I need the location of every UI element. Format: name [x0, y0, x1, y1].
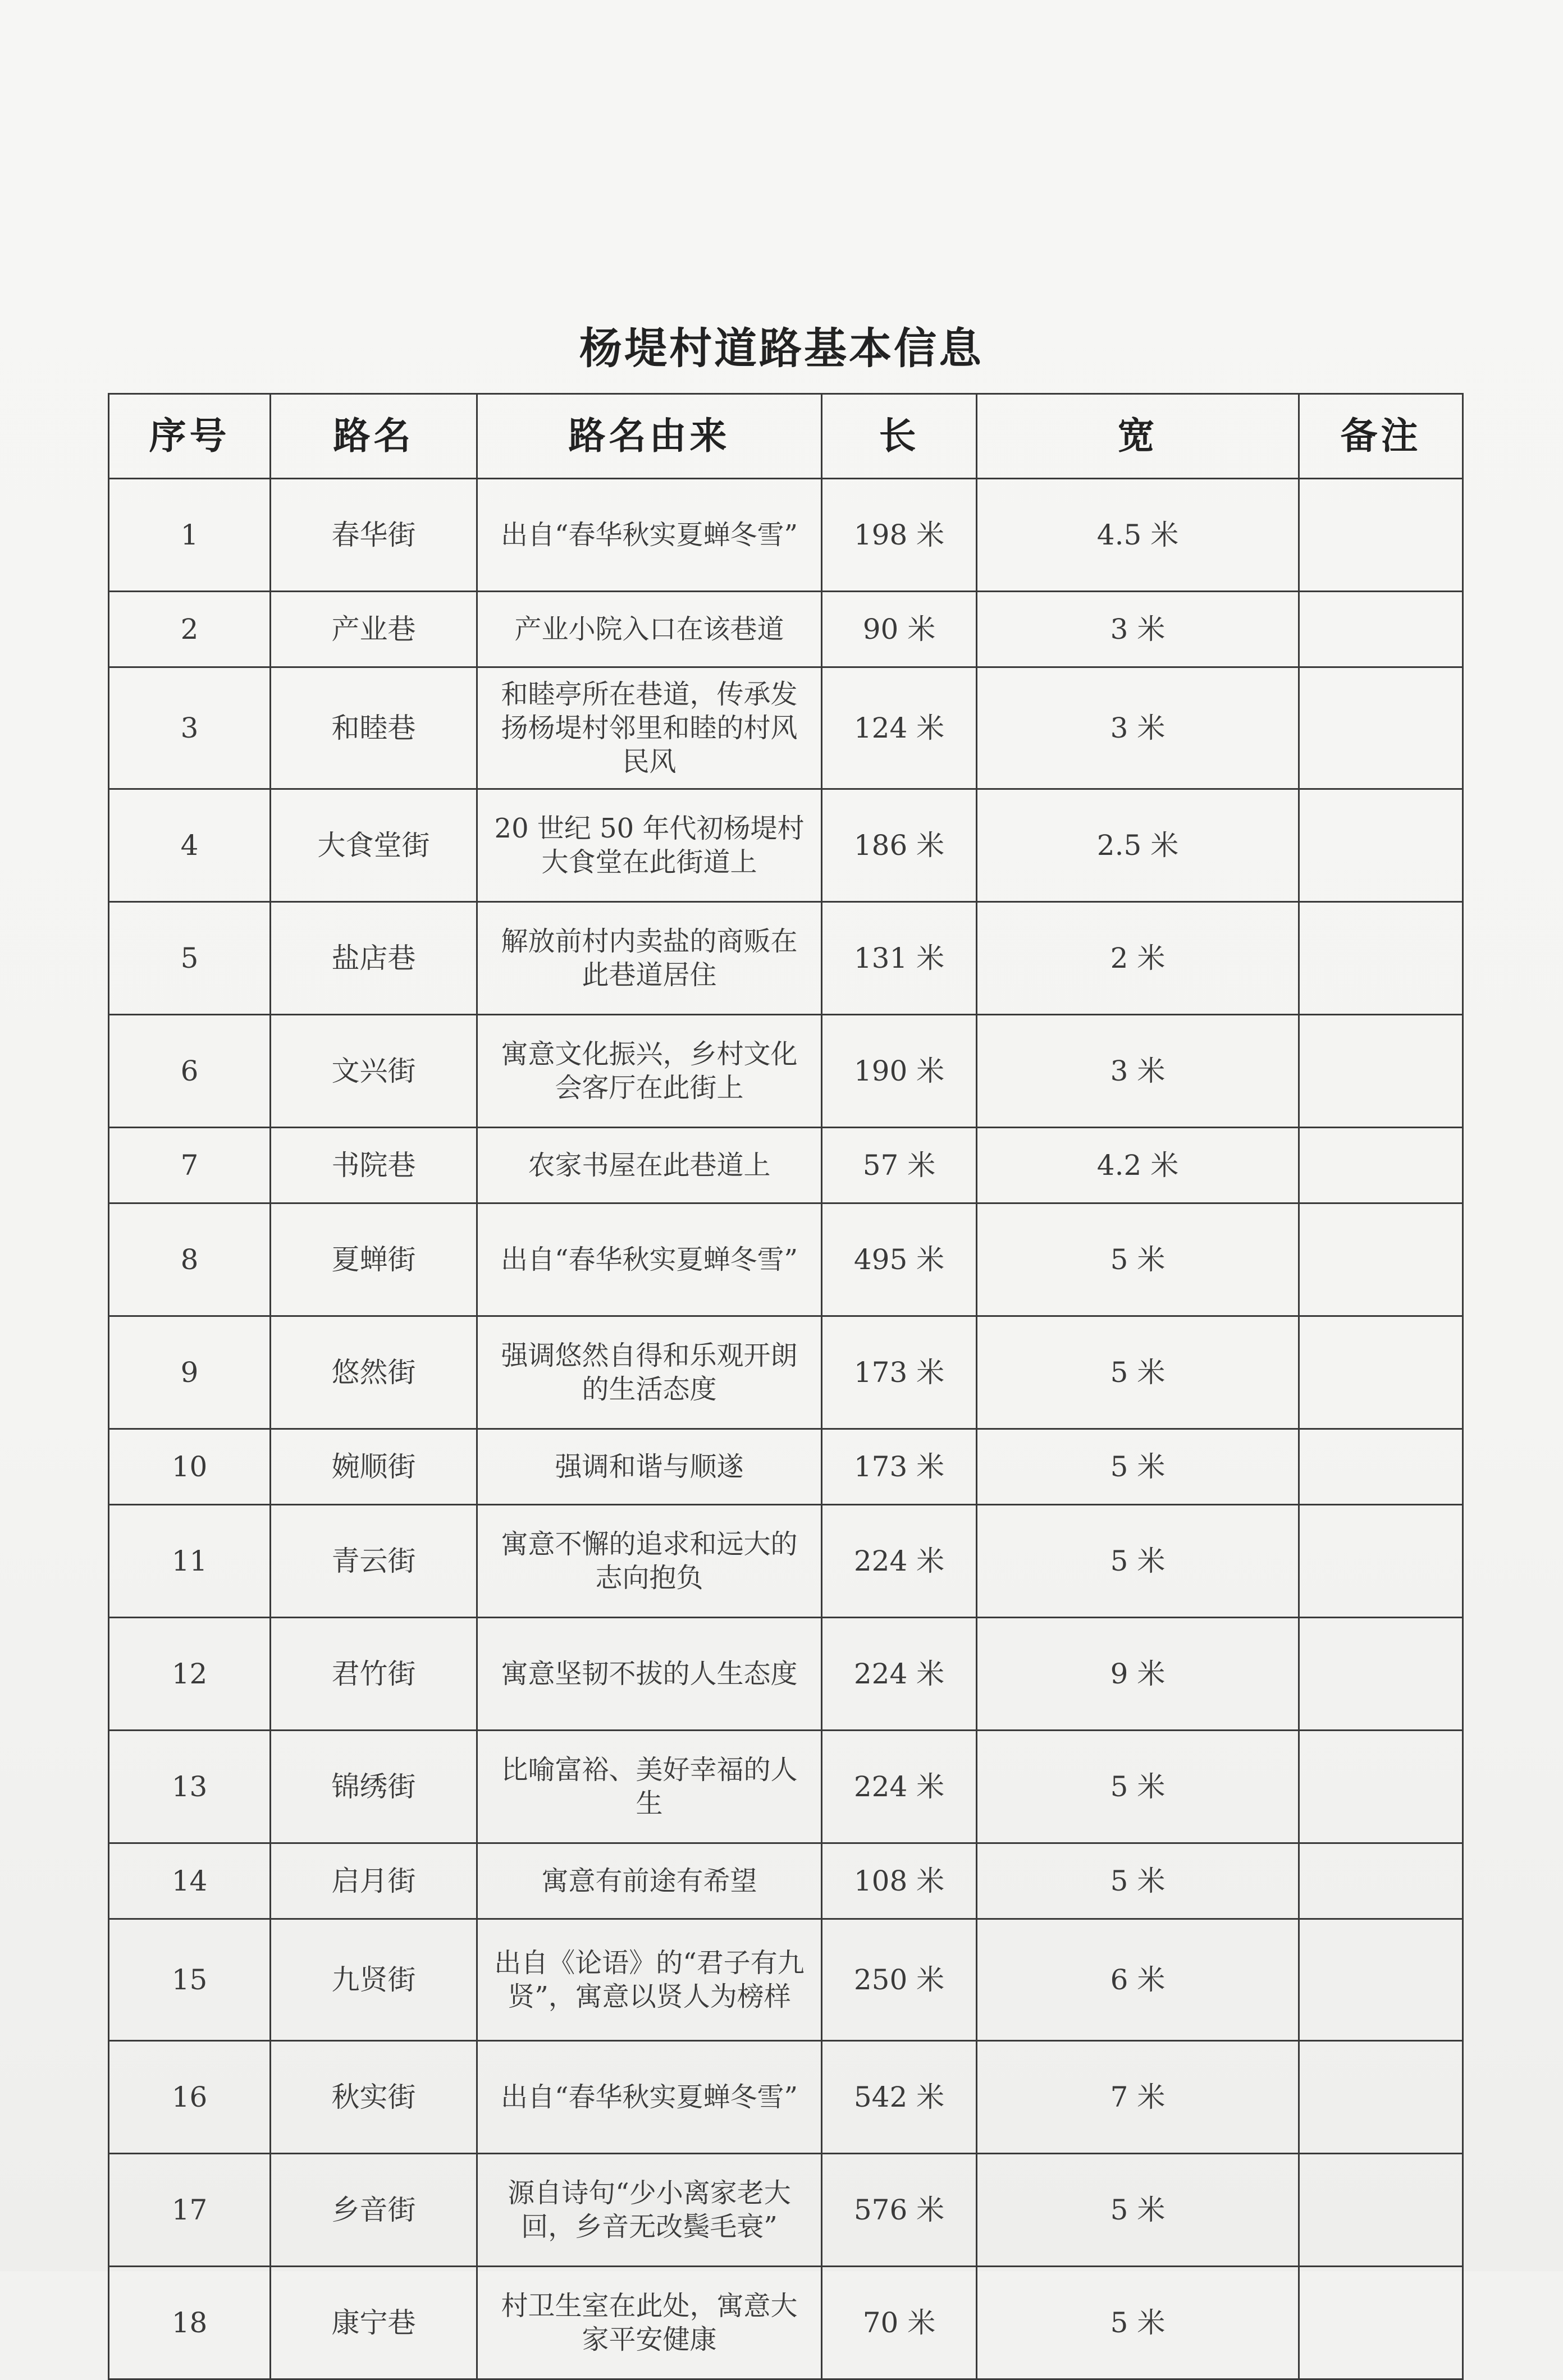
- cell-road-name: 秋实街: [271, 2041, 477, 2154]
- cell-seq: 5: [109, 902, 271, 1015]
- cell-seq: 10: [109, 1429, 271, 1505]
- cell-name-origin: 源自诗句“少小离家老大回，乡音无改鬓毛衰”: [477, 2154, 822, 2267]
- cell-length: 124 米: [822, 667, 977, 789]
- cell-road-name: 文兴街: [271, 1015, 477, 1128]
- header-seq: 序号: [109, 394, 271, 479]
- table-row: [109, 1843, 1463, 1919]
- cell-road-name: 青云街: [271, 1505, 477, 1618]
- table-row: [109, 592, 1463, 667]
- cell-width: 2 米: [977, 902, 1299, 1015]
- cell-road-name: 盐店巷: [271, 902, 477, 1015]
- cell-name-origin: 出自“春华秋实夏蝉冬雪”: [477, 2041, 822, 2154]
- cell-length: 57 米: [822, 1128, 977, 1203]
- cell-width: 5 米: [977, 1505, 1299, 1618]
- table-header-row: [109, 394, 1463, 479]
- cell-remark: [1299, 2041, 1463, 2154]
- cell-seq: 14: [109, 1843, 271, 1919]
- cell-seq: 8: [109, 1203, 271, 1316]
- cell-length: 70 米: [822, 2267, 977, 2379]
- header-remark: 备注: [1299, 394, 1463, 479]
- cell-length: 90 米: [822, 592, 977, 667]
- cell-remark: [1299, 1618, 1463, 1731]
- cell-name-origin: 20 世纪 50 年代初杨堤村大食堂在此街道上: [477, 789, 822, 902]
- cell-remark: [1299, 592, 1463, 667]
- table-row: [109, 1618, 1463, 1731]
- cell-name-origin: 寓意坚韧不拔的人生态度: [477, 1618, 822, 1731]
- cell-remark: [1299, 1505, 1463, 1618]
- cell-name-origin: 寓意有前途有希望: [477, 1843, 822, 1919]
- cell-length: 108 米: [822, 1843, 977, 1919]
- cell-remark: [1299, 1015, 1463, 1128]
- cell-road-name: 夏蝉街: [271, 1203, 477, 1316]
- table-row: [109, 1731, 1463, 1843]
- cell-remark: [1299, 2267, 1463, 2379]
- cell-road-name: 锦绣街: [271, 1731, 477, 1843]
- cell-length: 186 米: [822, 789, 977, 902]
- table-row: [109, 2154, 1463, 2267]
- table-row: [109, 1505, 1463, 1618]
- cell-length: 576 米: [822, 2154, 977, 2267]
- cell-width: 3 米: [977, 1015, 1299, 1128]
- cell-width: 6 米: [977, 1919, 1299, 2041]
- table-row: [109, 479, 1463, 592]
- cell-road-name: 悠然街: [271, 1316, 477, 1429]
- header-name: 路名: [271, 394, 477, 479]
- cell-width: 4.5 米: [977, 479, 1299, 592]
- cell-name-origin: 解放前村内卖盐的商贩在此巷道居住: [477, 902, 822, 1015]
- cell-width: 5 米: [977, 2267, 1299, 2379]
- cell-seq: 16: [109, 2041, 271, 2154]
- table-row: [109, 1128, 1463, 1203]
- cell-length: 495 米: [822, 1203, 977, 1316]
- cell-road-name: 启月街: [271, 1843, 477, 1919]
- cell-remark: [1299, 902, 1463, 1015]
- table-row: [109, 1203, 1463, 1316]
- cell-road-name: 大食堂街: [271, 789, 477, 902]
- cell-remark: [1299, 1128, 1463, 1203]
- cell-remark: [1299, 1203, 1463, 1316]
- table-row: [109, 2267, 1463, 2379]
- cell-road-name: 九贤街: [271, 1919, 477, 2041]
- cell-seq: 15: [109, 1919, 271, 2041]
- cell-road-name: 产业巷: [271, 592, 477, 667]
- table-row: [109, 789, 1463, 902]
- cell-width: 2.5 米: [977, 789, 1299, 902]
- cell-remark: [1299, 1316, 1463, 1429]
- cell-length: 542 米: [822, 2041, 977, 2154]
- header-origin: 路名由来: [477, 394, 822, 479]
- cell-seq: 9: [109, 1316, 271, 1429]
- cell-width: 3 米: [977, 667, 1299, 789]
- cell-length: 198 米: [822, 479, 977, 592]
- cell-width: 9 米: [977, 1618, 1299, 1731]
- cell-seq: 18: [109, 2267, 271, 2379]
- cell-seq: 7: [109, 1128, 271, 1203]
- cell-seq: 3: [109, 667, 271, 789]
- cell-length: 224 米: [822, 1731, 977, 1843]
- cell-name-origin: 和睦亭所在巷道，传承发扬杨堤村邻里和睦的村风民风: [477, 667, 822, 789]
- cell-road-name: 康宁巷: [271, 2267, 477, 2379]
- table-row: [109, 1919, 1463, 2041]
- cell-seq: 6: [109, 1015, 271, 1128]
- cell-remark: [1299, 1429, 1463, 1505]
- cell-length: 250 米: [822, 1919, 977, 2041]
- cell-remark: [1299, 1843, 1463, 1919]
- cell-width: 5 米: [977, 1429, 1299, 1505]
- cell-name-origin: 出自《论语》的“君子有九贤”，寓意以贤人为榜样: [477, 1919, 822, 2041]
- cell-remark: [1299, 1731, 1463, 1843]
- table-row: [109, 1429, 1463, 1505]
- cell-width: 5 米: [977, 2154, 1299, 2267]
- cell-length: 224 米: [822, 1505, 977, 1618]
- document-title: 杨堤村道路基本信息: [579, 323, 984, 373]
- cell-road-name: 乡音街: [271, 2154, 477, 2267]
- cell-length: 190 米: [822, 1015, 977, 1128]
- table-row: [109, 1316, 1463, 1429]
- cell-length: 224 米: [822, 1618, 977, 1731]
- cell-name-origin: 产业小院入口在该巷道: [477, 592, 822, 667]
- cell-name-origin: 出自“春华秋实夏蝉冬雪”: [477, 1203, 822, 1316]
- header-length: 长: [822, 394, 977, 479]
- cell-width: 5 米: [977, 1203, 1299, 1316]
- cell-seq: 4: [109, 789, 271, 902]
- cell-road-name: 书院巷: [271, 1128, 477, 1203]
- cell-road-name: 和睦巷: [271, 667, 477, 789]
- table-row: [109, 2041, 1463, 2154]
- cell-seq: 17: [109, 2154, 271, 2267]
- cell-seq: 2: [109, 592, 271, 667]
- cell-width: 5 米: [977, 1316, 1299, 1429]
- cell-seq: 11: [109, 1505, 271, 1618]
- cell-road-name: 春华街: [271, 479, 477, 592]
- cell-remark: [1299, 2154, 1463, 2267]
- cell-remark: [1299, 1919, 1463, 2041]
- cell-remark: [1299, 789, 1463, 902]
- table-row: [109, 902, 1463, 1015]
- cell-length: 173 米: [822, 1429, 977, 1505]
- cell-name-origin: 村卫生室在此处，寓意大家平安健康: [477, 2267, 822, 2379]
- cell-length: 131 米: [822, 902, 977, 1015]
- cell-name-origin: 强调悠然自得和乐观开朗的生活态度: [477, 1316, 822, 1429]
- cell-name-origin: 寓意不懈的追求和远大的志向抱负: [477, 1505, 822, 1618]
- table-row: [109, 1015, 1463, 1128]
- header-width: 宽: [977, 394, 1299, 479]
- cell-seq: 1: [109, 479, 271, 592]
- cell-remark: [1299, 667, 1463, 789]
- cell-name-origin: 寓意文化振兴，乡村文化会客厅在此街上: [477, 1015, 822, 1128]
- cell-width: 3 米: [977, 592, 1299, 667]
- cell-name-origin: 比喻富裕、美好幸福的人生: [477, 1731, 822, 1843]
- cell-width: 5 米: [977, 1843, 1299, 1919]
- table-body: [109, 479, 1463, 2379]
- table-row: [109, 667, 1463, 789]
- road-info-table: [108, 393, 1464, 2380]
- cell-width: 4.2 米: [977, 1128, 1299, 1203]
- cell-name-origin: 农家书屋在此巷道上: [477, 1128, 822, 1203]
- cell-seq: 12: [109, 1618, 271, 1731]
- cell-length: 173 米: [822, 1316, 977, 1429]
- cell-width: 5 米: [977, 1731, 1299, 1843]
- cell-road-name: 君竹街: [271, 1618, 477, 1731]
- cell-seq: 13: [109, 1731, 271, 1843]
- cell-width: 7 米: [977, 2041, 1299, 2154]
- cell-road-name: 婉顺街: [271, 1429, 477, 1505]
- cell-remark: [1299, 479, 1463, 592]
- cell-name-origin: 强调和谐与顺遂: [477, 1429, 822, 1505]
- cell-name-origin: 出自“春华秋实夏蝉冬雪”: [477, 479, 822, 592]
